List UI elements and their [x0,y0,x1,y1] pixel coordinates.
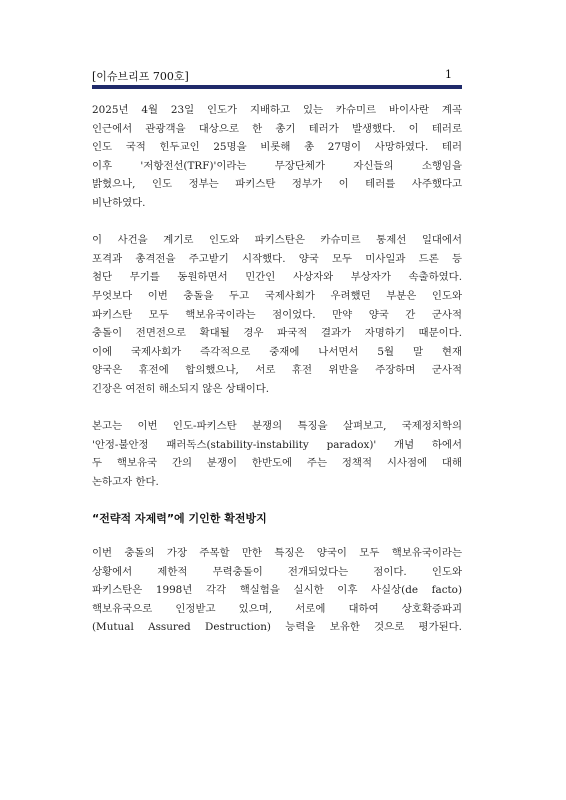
paragraph-line: '안정-불안정 패러독스(stability-instability paradox)' 개념 하에서 [92,438,462,451]
document-body [92,101,462,656]
paragraph-line: 논하고자 한다. [92,475,159,488]
paragraph-line: 본고는 이번 인도-파키스탄 분쟁의 특징을 살펴보고, 국제정치학의 [92,420,462,433]
paragraph-3 [92,417,462,491]
paragraph-line: 이번 충돌의 가장 주목할 만한 특징은 양국이 모두 핵보유국이라는 [92,547,462,560]
paragraph-line: 첨단 무기를 동원하면서 민간인 사상자와 부상자가 속출하였다. [92,271,462,284]
paragraph-line: 이 사건을 계기로 인도와 파키스탄은 카슈미르 통제선 일대에서 [92,234,462,247]
section-heading: “전략적 자제력”에 기인한 확전방지 [92,512,267,526]
header-title: [이슈브리프 700호] [92,70,189,83]
paragraph-line: 인도 국적 힌두교인 25명을 비롯해 총 27명이 사망하였다. 테러 [92,141,462,154]
paragraph-line: 충돌이 전면전으로 확대될 경우 파국적 결과가 자명하기 때문이다. [92,327,462,340]
paragraph-line: 양국은 휴전에 합의했으나, 서로 휴전 위반을 주장하며 군사적 [92,364,462,377]
paragraph-line: 이후 '저항전선(TRF)'이라는 무장단체가 자신들의 소행임을 [92,159,462,172]
paragraph-line: 긴장은 여전히 해소되지 않은 상태이다. [92,382,270,395]
paragraph-2 [92,231,462,398]
paragraph-line: 2025년 4월 23일 인도가 지배하고 있는 카슈미르 바이사란 계곡 [92,104,462,116]
header-rule [92,85,462,89]
paragraph-line: 핵보유국으로 인정받고 있으며, 서로에 대하여 상호확증파괴 [92,602,462,615]
paragraph-line: 파키스탄 모두 핵보유국이라는 점이었다. 만약 양국 간 군사적 [92,308,462,321]
paragraph-line: 파키스탄은 1998년 각각 핵실험을 실시한 이후 사실상(de facto) [92,584,462,597]
paragraph-line: 포격과 총격전을 주고받기 시작했다. 양국 모두 미사일과 드론 등 [92,252,462,265]
paragraph-line: 두 핵보유국 간의 분쟁이 한반도에 주는 정책적 시사점에 대해 [92,457,462,470]
paragraph-line: 상황에서 제한적 무력충돌이 전개되었다는 점이다. 인도와 [92,565,462,578]
paragraph-line: 이에 국제사회가 즉각적으로 중재에 나서면서 5월 말 현재 [92,345,462,358]
paragraph-line: 밝혔으나, 인도 정부는 파키스탄 정부가 이 테러를 사주했다고 [92,178,462,191]
paragraph-1 [92,101,462,213]
paragraph-line: 비난하였다. [92,196,146,209]
paragraph-line: 무엇보다 이번 충돌을 두고 국제사회가 우려했던 부분은 인도와 [92,289,462,302]
page-header [92,68,462,84]
paragraph-line: (Mutual Assured Destruction) 능력을 보유한 것으로 평가된다. [92,621,462,634]
paragraph-line: 인근에서 관광객을 대상으로 한 총기 테러가 발생했다. 이 테러로 [92,122,462,135]
section-paragraph [92,544,462,637]
page-number: 1 [445,68,452,81]
